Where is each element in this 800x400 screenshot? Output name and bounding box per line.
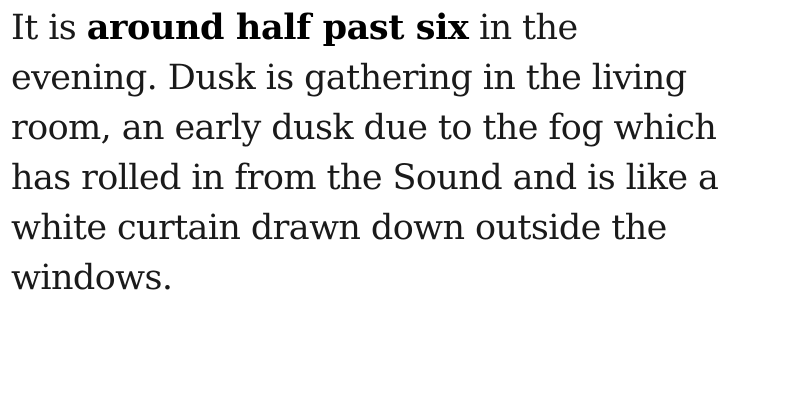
passage-line-5: white curtain drawn down outside the [11,208,667,248]
passage-line-1 [11,3,771,53]
passage-line-6: windows. [11,258,173,298]
passage-line-2: evening. Dusk is gathering in the living [11,58,687,98]
line-1-start-text: It is [11,8,87,48]
passage-line-3: room, an early dusk due to the fog which [11,108,717,148]
passage-paragraph [11,3,771,303]
line-1-end-text: in the [468,8,578,48]
passage-line-4: has rolled in from the Sound and is like a [11,158,719,198]
bold-time-phrase: around half past six [86,7,469,48]
